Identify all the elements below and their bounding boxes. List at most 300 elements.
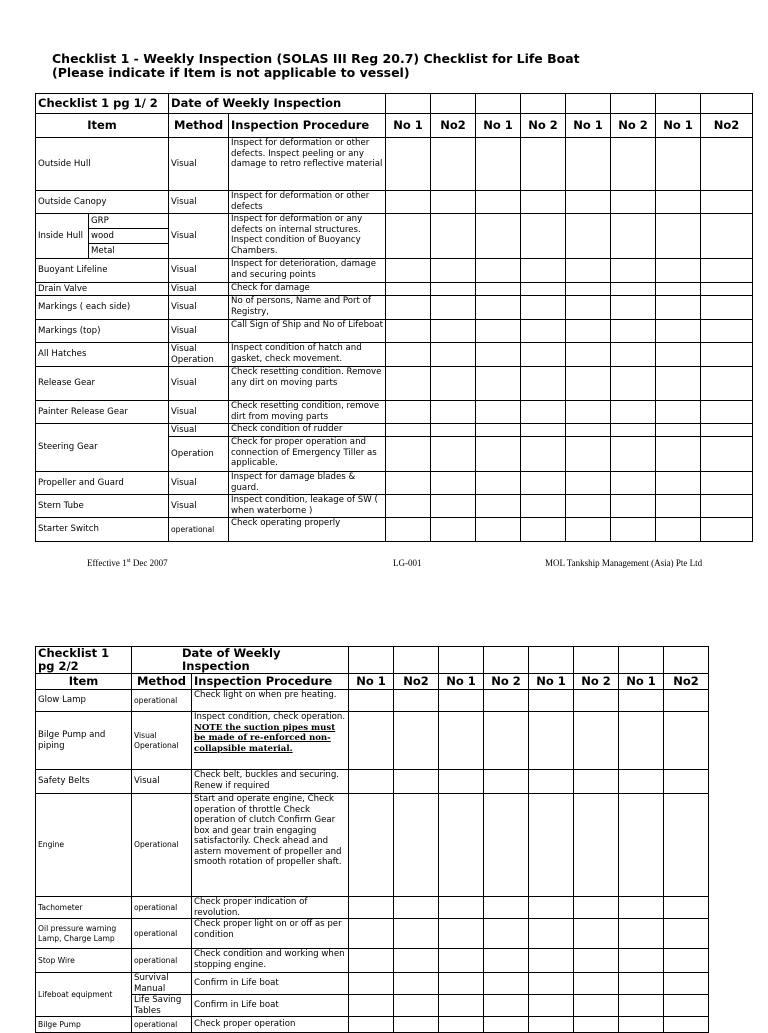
check-cell[interactable]	[484, 794, 529, 897]
item-cell: Stop Wire	[36, 949, 132, 973]
check-cell[interactable]	[476, 320, 521, 343]
check-cell[interactable]	[394, 770, 439, 794]
check-cell[interactable]	[349, 995, 394, 1017]
check-cell[interactable]	[431, 283, 476, 296]
date-cell[interactable]	[574, 647, 619, 674]
check-cell[interactable]	[484, 770, 529, 794]
check-cell[interactable]	[611, 259, 656, 283]
check-cell[interactable]	[529, 919, 574, 949]
check-cell[interactable]	[656, 495, 701, 518]
check-cell[interactable]	[656, 343, 701, 367]
header-lifeboat-col: No 1	[476, 114, 521, 138]
table-row	[36, 770, 709, 794]
check-cell[interactable]	[476, 424, 521, 437]
procedure-cell: Inspect for deformation or other defects	[229, 191, 386, 214]
item-cell: Stern Tube	[36, 495, 169, 518]
check-cell[interactable]	[349, 1017, 394, 1033]
check-cell[interactable]	[566, 367, 611, 401]
check-cell[interactable]	[439, 919, 484, 949]
header-lifeboat-col: No 2	[484, 674, 529, 690]
procedure-cell: Check resetting condition, remove dirt from moving parts	[229, 401, 386, 424]
procedure-cell: Call Sign of Ship and No of Lifeboat	[229, 320, 386, 343]
procedure-text: Inspect condition, check operation.	[194, 712, 346, 722]
check-cell[interactable]	[611, 401, 656, 424]
check-cell[interactable]	[664, 973, 709, 995]
check-cell[interactable]	[521, 191, 566, 214]
check-cell[interactable]	[386, 424, 431, 437]
procedure-cell: No of persons, Name and Port of Registry,	[229, 296, 386, 320]
check-cell[interactable]	[439, 794, 484, 897]
check-cell[interactable]	[656, 424, 701, 437]
check-cell[interactable]	[656, 296, 701, 320]
procedure-cell: Check for damage	[229, 283, 386, 296]
date-cell[interactable]	[431, 94, 476, 114]
procedure-cell: Check belt, buckles and securing. Renew if required	[192, 770, 349, 794]
check-cell[interactable]	[529, 712, 574, 770]
date-cell[interactable]	[476, 94, 521, 114]
procedure-cell: Inspect condition, leakage of SW ( when waterborne )	[229, 495, 386, 518]
check-cell[interactable]	[476, 518, 521, 542]
check-cell[interactable]	[476, 191, 521, 214]
check-cell[interactable]	[431, 437, 476, 472]
procedure-cell: Start and operate engine, Check operation of throttle Check operation of clutch Confirm Gear box and gear train engaging satisfactorily. Check ahead and astern movement of propeller and smooth rotation of propeller shaft.	[192, 794, 349, 897]
header-lifeboat-col: No2	[664, 674, 709, 690]
check-cell[interactable]	[431, 259, 476, 283]
table-header-row-1	[36, 647, 709, 674]
check-cell[interactable]	[701, 437, 753, 472]
check-cell[interactable]	[386, 296, 431, 320]
check-cell[interactable]	[664, 770, 709, 794]
check-cell[interactable]	[476, 495, 521, 518]
check-cell[interactable]	[619, 770, 664, 794]
header-item: Item	[36, 674, 132, 690]
table-row	[36, 214, 753, 229]
footer-company: MOL Tankship Management (Asia) Pte Ltd	[545, 558, 703, 568]
check-cell[interactable]	[701, 367, 753, 401]
check-cell[interactable]	[701, 283, 753, 296]
check-cell[interactable]	[521, 343, 566, 367]
header-lifeboat-col: No 1	[529, 674, 574, 690]
date-cell[interactable]	[656, 94, 701, 114]
method-cell: Life Saving Tables	[132, 995, 192, 1017]
check-cell[interactable]	[476, 283, 521, 296]
check-cell[interactable]	[566, 424, 611, 437]
header-lifeboat-col: No2	[394, 674, 439, 690]
header-lifeboat-col: No 2	[574, 674, 619, 690]
check-cell[interactable]	[521, 283, 566, 296]
check-cell[interactable]	[386, 320, 431, 343]
check-cell[interactable]	[476, 367, 521, 401]
date-cell[interactable]	[349, 647, 394, 674]
check-cell[interactable]	[611, 296, 656, 320]
date-cell[interactable]	[529, 647, 574, 674]
procedure-cell: Inspect condition of hatch and gasket, check movement.	[229, 343, 386, 367]
check-cell[interactable]	[664, 897, 709, 919]
item-cell: Lifeboat equipment	[36, 973, 132, 1017]
check-cell[interactable]	[701, 191, 753, 214]
check-cell[interactable]	[701, 296, 753, 320]
check-cell[interactable]	[529, 1017, 574, 1033]
check-cell[interactable]	[701, 320, 753, 343]
item-cell: Drain Valve	[36, 283, 169, 296]
check-cell[interactable]	[386, 495, 431, 518]
check-cell[interactable]	[566, 320, 611, 343]
check-cell[interactable]	[566, 296, 611, 320]
check-cell[interactable]	[611, 138, 656, 191]
check-cell[interactable]	[431, 495, 476, 518]
check-cell[interactable]	[349, 794, 394, 897]
table-row	[36, 283, 753, 296]
check-cell[interactable]	[349, 712, 394, 770]
method-cell: Operational	[132, 794, 192, 897]
check-cell[interactable]	[439, 973, 484, 995]
method-cell: Visual Operational	[132, 712, 192, 770]
check-cell[interactable]	[476, 472, 521, 495]
method-cell: Visual Operation	[169, 343, 229, 367]
check-cell[interactable]	[656, 191, 701, 214]
check-cell[interactable]	[656, 259, 701, 283]
check-cell[interactable]	[439, 770, 484, 794]
check-cell[interactable]	[701, 472, 753, 495]
procedure-note: NOTE the suction pipes must be made of re-enforced non-collapsible material.	[194, 722, 336, 754]
check-cell[interactable]	[476, 138, 521, 191]
check-cell[interactable]	[701, 401, 753, 424]
procedure-cell: Check light on when pre heating.	[192, 690, 349, 712]
check-cell[interactable]	[574, 770, 619, 794]
method-cell: Visual	[169, 367, 229, 401]
table-row	[36, 138, 753, 191]
method-cell: Visual	[169, 495, 229, 518]
check-cell[interactable]	[566, 437, 611, 472]
check-cell[interactable]	[431, 214, 476, 259]
check-cell[interactable]	[476, 437, 521, 472]
table-row	[36, 518, 753, 542]
table-row	[36, 424, 753, 437]
date-cell[interactable]	[484, 647, 529, 674]
check-cell[interactable]	[394, 712, 439, 770]
check-cell[interactable]	[664, 1017, 709, 1033]
check-cell[interactable]	[394, 995, 439, 1017]
check-cell[interactable]	[431, 424, 476, 437]
date-cell[interactable]	[701, 94, 753, 114]
check-cell[interactable]	[529, 770, 574, 794]
table-row	[36, 794, 709, 897]
check-cell[interactable]	[431, 401, 476, 424]
check-cell[interactable]	[521, 495, 566, 518]
check-cell[interactable]	[386, 138, 431, 191]
check-cell[interactable]	[386, 472, 431, 495]
check-cell[interactable]	[574, 690, 619, 712]
procedure-cell: Confirm in Life boat	[192, 995, 349, 1017]
check-cell[interactable]	[619, 690, 664, 712]
check-cell[interactable]	[619, 794, 664, 897]
check-cell[interactable]	[656, 367, 701, 401]
check-cell[interactable]	[431, 138, 476, 191]
check-cell[interactable]	[484, 690, 529, 712]
check-cell[interactable]	[521, 138, 566, 191]
check-cell[interactable]	[611, 320, 656, 343]
check-cell[interactable]	[476, 214, 521, 259]
method-cell: operational	[132, 949, 192, 973]
check-cell[interactable]	[439, 690, 484, 712]
check-cell[interactable]	[611, 367, 656, 401]
check-cell[interactable]	[394, 949, 439, 973]
item-cell: Engine	[36, 794, 132, 897]
table-row	[36, 259, 753, 283]
check-cell[interactable]	[521, 401, 566, 424]
check-cell[interactable]	[394, 919, 439, 949]
check-cell[interactable]	[574, 897, 619, 919]
item-cell: Glow Lamp	[36, 690, 132, 712]
check-cell[interactable]	[484, 949, 529, 973]
check-cell[interactable]	[476, 343, 521, 367]
check-cell[interactable]	[664, 949, 709, 973]
check-cell[interactable]	[529, 690, 574, 712]
check-cell[interactable]	[611, 191, 656, 214]
procedure-cell: Check for proper operation and connection of Emergency Tiller as applicable.	[229, 437, 386, 472]
check-cell[interactable]	[656, 518, 701, 542]
method-cell: operational	[132, 690, 192, 712]
date-cell[interactable]	[619, 647, 664, 674]
header-lifeboat-col: No 1	[656, 114, 701, 138]
check-cell[interactable]	[611, 283, 656, 296]
document-title	[52, 52, 580, 80]
procedure-cell: Check proper operation	[192, 1017, 349, 1033]
check-cell[interactable]	[349, 690, 394, 712]
check-cell[interactable]	[484, 712, 529, 770]
method-cell: Operation	[169, 437, 229, 472]
item-cell: Markings ( each side)	[36, 296, 169, 320]
check-cell[interactable]	[349, 919, 394, 949]
check-cell[interactable]	[521, 214, 566, 259]
table-row	[36, 1017, 709, 1033]
check-cell[interactable]	[521, 367, 566, 401]
check-cell[interactable]	[574, 995, 619, 1017]
check-cell[interactable]	[656, 214, 701, 259]
check-cell[interactable]	[521, 518, 566, 542]
procedure-cell: Inspect for damage blades & guard.	[229, 472, 386, 495]
check-cell[interactable]	[619, 919, 664, 949]
check-cell[interactable]	[611, 472, 656, 495]
check-cell[interactable]	[664, 794, 709, 897]
check-cell[interactable]	[566, 472, 611, 495]
date-cell[interactable]	[664, 647, 709, 674]
date-cell[interactable]	[394, 647, 439, 674]
header-method: Method	[169, 114, 229, 138]
date-cell[interactable]	[611, 94, 656, 114]
checklist-table-page-1	[35, 93, 753, 542]
check-cell[interactable]	[439, 712, 484, 770]
check-cell[interactable]	[611, 214, 656, 259]
check-cell[interactable]	[574, 794, 619, 897]
check-cell[interactable]	[619, 995, 664, 1017]
check-cell[interactable]	[619, 949, 664, 973]
check-cell[interactable]	[574, 949, 619, 973]
check-cell[interactable]	[394, 1017, 439, 1033]
check-cell[interactable]	[386, 214, 431, 259]
table-row	[36, 995, 709, 1017]
table-row	[36, 367, 753, 401]
check-cell[interactable]	[529, 973, 574, 995]
check-cell[interactable]	[566, 283, 611, 296]
check-cell[interactable]	[656, 401, 701, 424]
check-cell[interactable]	[349, 949, 394, 973]
check-cell[interactable]	[386, 518, 431, 542]
check-cell[interactable]	[439, 995, 484, 1017]
date-cell[interactable]	[386, 94, 431, 114]
check-cell[interactable]	[566, 343, 611, 367]
check-cell[interactable]	[566, 495, 611, 518]
check-cell[interactable]	[611, 518, 656, 542]
check-cell[interactable]	[521, 296, 566, 320]
table-header-row-2	[36, 674, 709, 690]
header-lifeboat-col: No 1	[349, 674, 394, 690]
check-cell[interactable]	[484, 1017, 529, 1033]
check-cell[interactable]	[349, 770, 394, 794]
check-cell[interactable]	[619, 712, 664, 770]
check-cell[interactable]	[431, 296, 476, 320]
check-cell[interactable]	[664, 690, 709, 712]
table-row	[36, 919, 709, 949]
check-cell[interactable]	[656, 472, 701, 495]
procedure-cell: Check operating properly	[229, 518, 386, 542]
check-cell[interactable]	[386, 437, 431, 472]
item-cell: Steering Gear	[36, 424, 169, 472]
table-row	[36, 320, 753, 343]
check-cell[interactable]	[386, 191, 431, 214]
check-cell[interactable]	[484, 919, 529, 949]
check-cell[interactable]	[574, 712, 619, 770]
check-cell[interactable]	[431, 320, 476, 343]
date-cell[interactable]	[439, 647, 484, 674]
date-label: Date of Weekly Inspection	[132, 647, 349, 674]
check-cell[interactable]	[701, 214, 753, 259]
check-cell[interactable]	[349, 973, 394, 995]
check-cell[interactable]	[611, 437, 656, 472]
check-cell[interactable]	[574, 919, 619, 949]
header-lifeboat-col: No 2	[611, 114, 656, 138]
check-cell[interactable]	[439, 949, 484, 973]
check-cell[interactable]	[394, 897, 439, 919]
sub-item-cell: GRP	[89, 214, 169, 229]
check-cell[interactable]	[484, 973, 529, 995]
procedure-cell	[192, 712, 349, 770]
header-item: Item	[36, 114, 169, 138]
check-cell[interactable]	[701, 259, 753, 283]
check-cell[interactable]	[349, 897, 394, 919]
check-cell[interactable]	[566, 518, 611, 542]
check-cell[interactable]	[611, 343, 656, 367]
check-cell[interactable]	[394, 690, 439, 712]
check-cell[interactable]	[566, 401, 611, 424]
header-lifeboat-col: No 1	[386, 114, 431, 138]
check-cell[interactable]	[701, 424, 753, 437]
check-cell[interactable]	[619, 973, 664, 995]
check-cell[interactable]	[529, 995, 574, 1017]
check-cell[interactable]	[656, 138, 701, 191]
date-label: Date of Weekly Inspection	[169, 94, 386, 114]
check-cell[interactable]	[521, 437, 566, 472]
check-cell[interactable]	[476, 296, 521, 320]
check-cell[interactable]	[431, 518, 476, 542]
check-cell[interactable]	[656, 283, 701, 296]
check-cell[interactable]	[574, 973, 619, 995]
check-cell[interactable]	[529, 897, 574, 919]
check-cell[interactable]	[701, 343, 753, 367]
check-cell[interactable]	[521, 320, 566, 343]
check-cell[interactable]	[619, 897, 664, 919]
check-cell[interactable]	[566, 138, 611, 191]
check-cell[interactable]	[611, 424, 656, 437]
check-cell[interactable]	[574, 1017, 619, 1033]
check-cell[interactable]	[386, 343, 431, 367]
item-cell: Release Gear	[36, 367, 169, 401]
date-cell[interactable]	[566, 94, 611, 114]
check-cell[interactable]	[439, 1017, 484, 1033]
check-cell[interactable]	[386, 401, 431, 424]
check-cell[interactable]	[664, 995, 709, 1017]
check-cell[interactable]	[566, 191, 611, 214]
item-cell: Bilge Pump	[36, 1017, 132, 1033]
check-cell[interactable]	[431, 367, 476, 401]
check-cell[interactable]	[701, 138, 753, 191]
check-cell[interactable]	[521, 259, 566, 283]
check-cell[interactable]	[394, 973, 439, 995]
check-cell[interactable]	[566, 214, 611, 259]
item-cell: Inside Hull	[36, 214, 89, 259]
date-cell[interactable]	[521, 94, 566, 114]
check-cell[interactable]	[656, 437, 701, 472]
check-cell[interactable]	[386, 367, 431, 401]
check-cell[interactable]	[619, 1017, 664, 1033]
header-procedure: Inspection Procedure	[192, 674, 349, 690]
check-cell[interactable]	[664, 712, 709, 770]
check-cell[interactable]	[394, 794, 439, 897]
header-lifeboat-col: No2	[701, 114, 753, 138]
check-cell[interactable]	[431, 343, 476, 367]
check-cell[interactable]	[386, 283, 431, 296]
check-cell[interactable]	[701, 518, 753, 542]
check-cell[interactable]	[521, 424, 566, 437]
table-row	[36, 296, 753, 320]
procedure-cell: Confirm in Life boat	[192, 973, 349, 995]
table-row	[36, 495, 753, 518]
check-cell[interactable]	[664, 919, 709, 949]
check-cell[interactable]	[484, 995, 529, 1017]
header-method: Method	[132, 674, 192, 690]
table-row	[36, 712, 709, 770]
check-cell[interactable]	[431, 472, 476, 495]
check-cell[interactable]	[484, 897, 529, 919]
check-cell[interactable]	[439, 897, 484, 919]
method-cell: Visual	[169, 320, 229, 343]
check-cell[interactable]	[529, 949, 574, 973]
check-cell[interactable]	[386, 259, 431, 283]
check-cell[interactable]	[431, 191, 476, 214]
check-cell[interactable]	[566, 259, 611, 283]
method-cell: operational	[132, 919, 192, 949]
procedure-cell: Inspect for deformation or other defects. Inspect peeling or any damage to retro reflective material	[229, 138, 386, 191]
check-cell[interactable]	[521, 472, 566, 495]
check-cell[interactable]	[476, 401, 521, 424]
table-header-row-1	[36, 94, 753, 114]
check-cell[interactable]	[701, 495, 753, 518]
check-cell[interactable]	[611, 495, 656, 518]
check-cell[interactable]	[529, 794, 574, 897]
check-cell[interactable]	[476, 259, 521, 283]
check-cell[interactable]	[656, 320, 701, 343]
procedure-cell: Check condition of rudder	[229, 424, 386, 437]
